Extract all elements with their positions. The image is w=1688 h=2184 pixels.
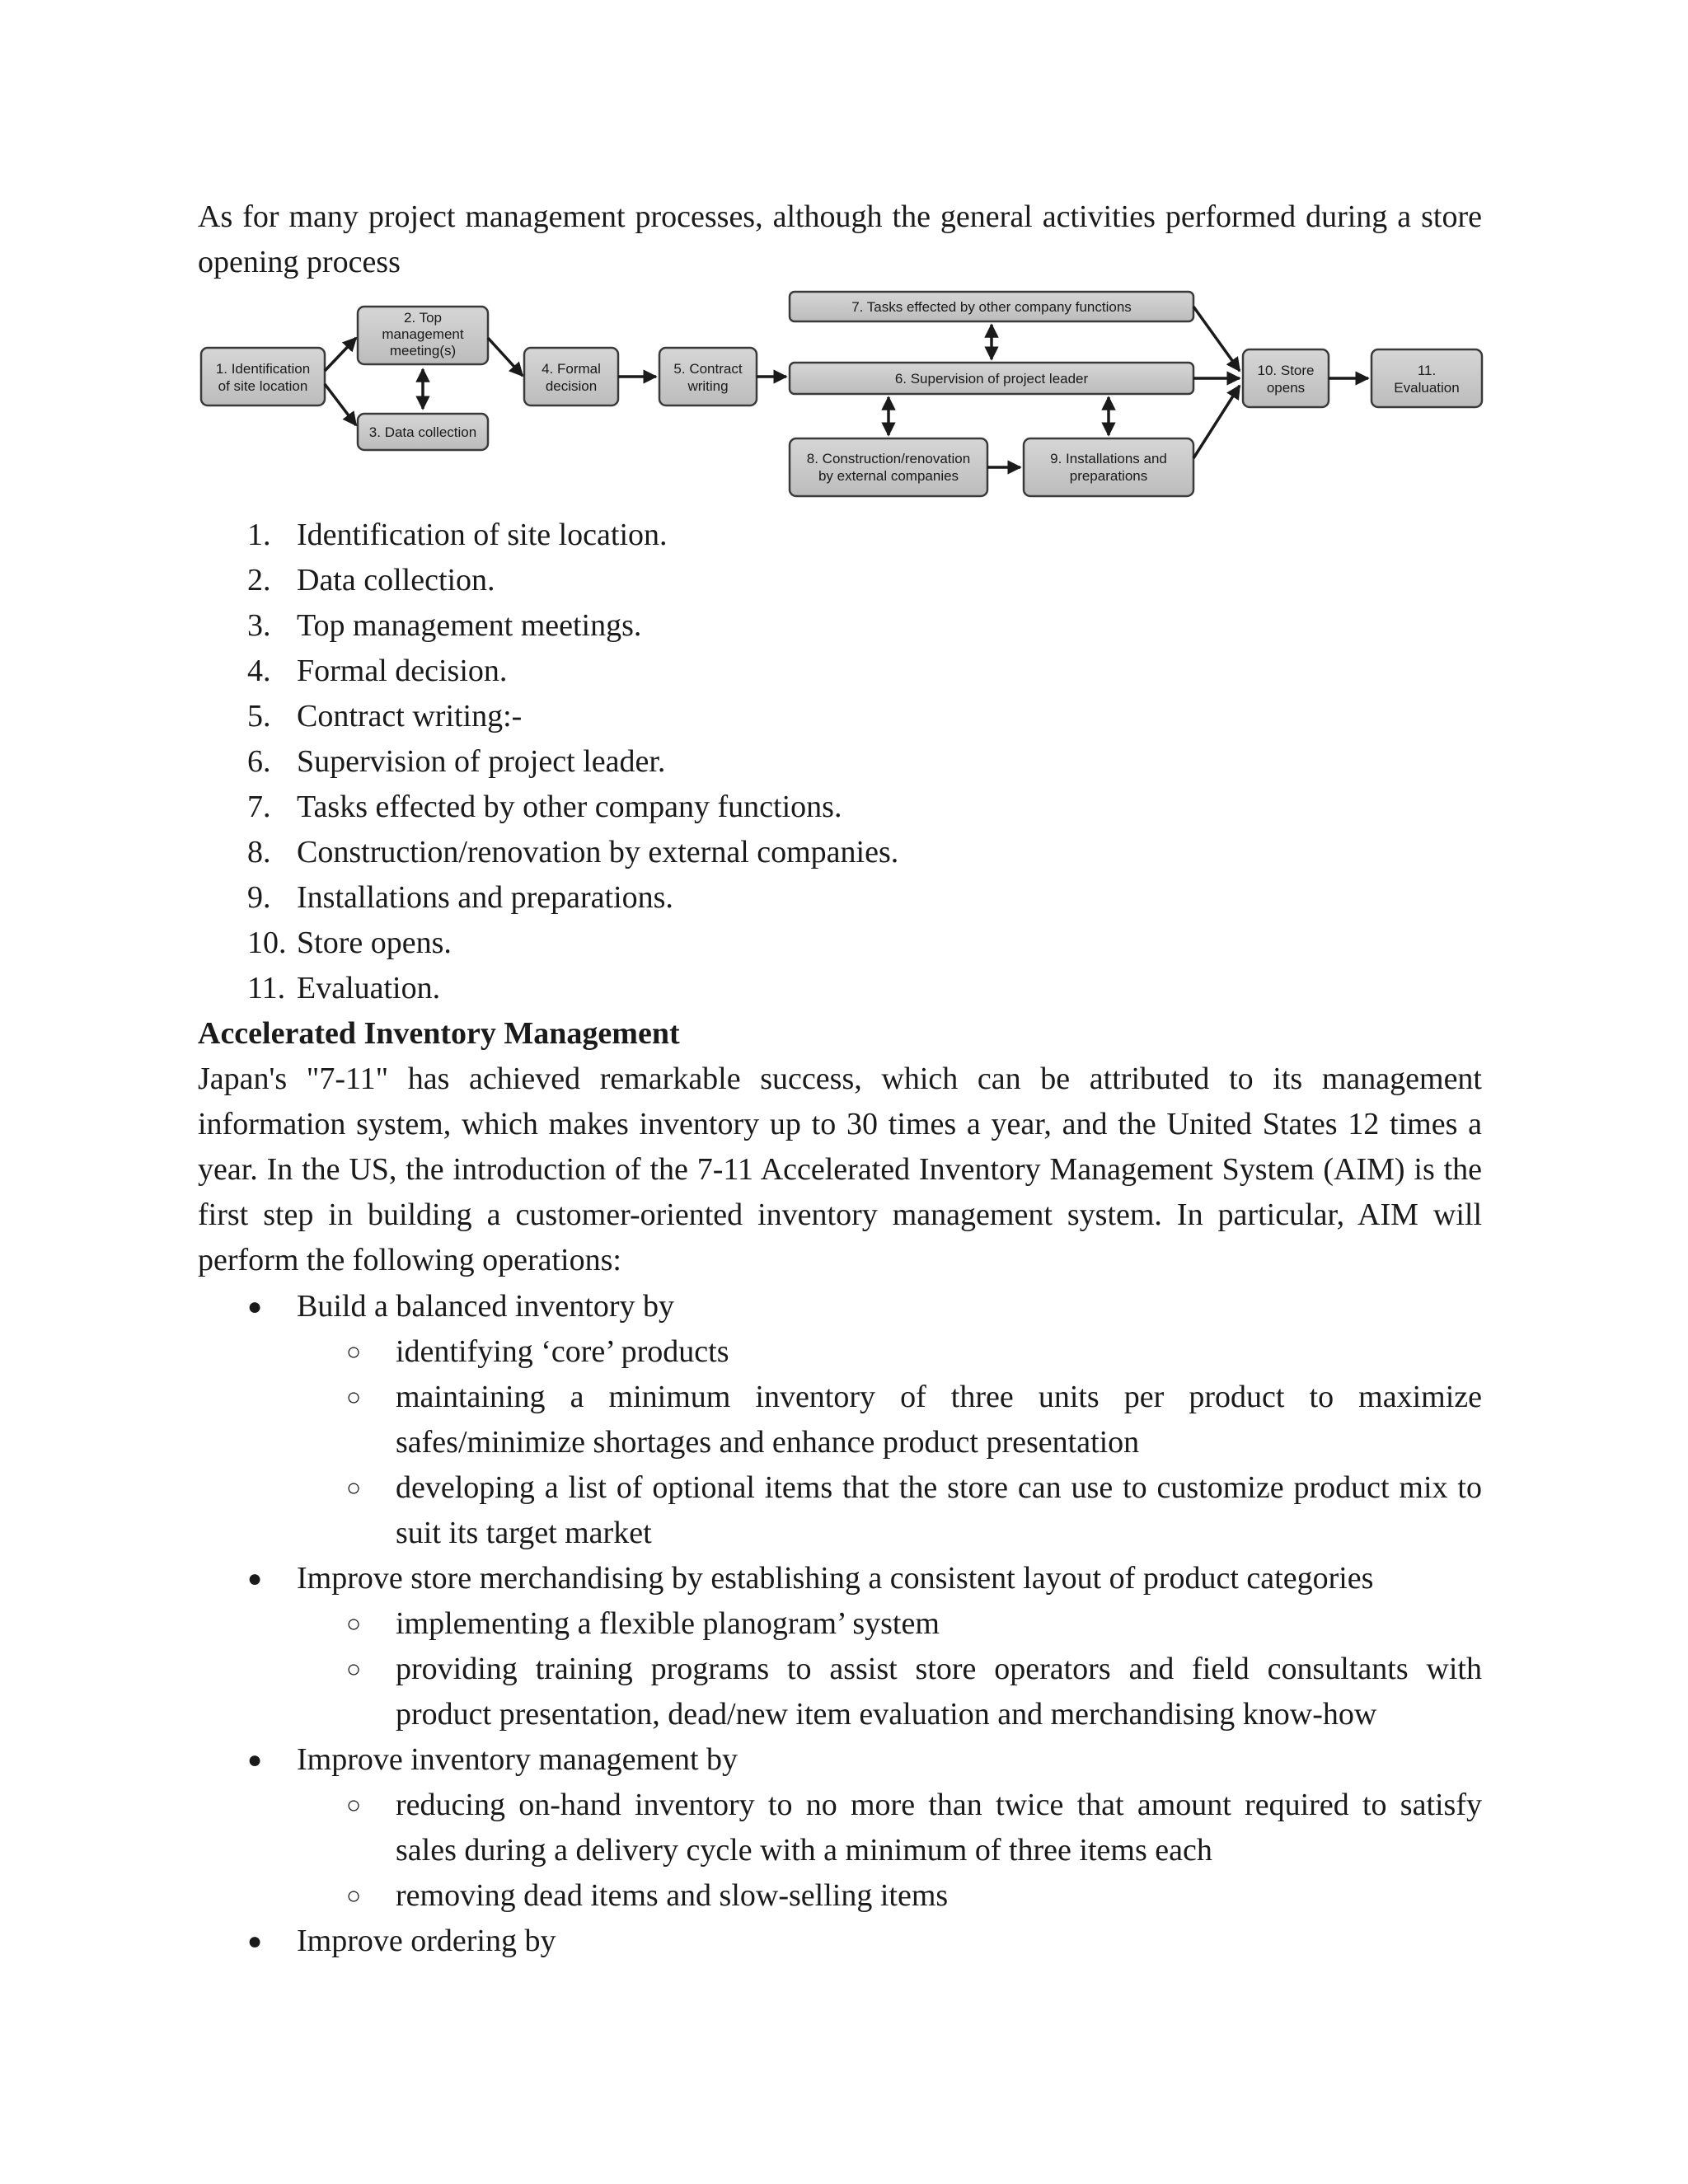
sub-bullet-text: identifying ‘core’ products — [396, 1334, 729, 1369]
bullet-dot-icon: ● — [247, 1565, 263, 1592]
sub-bullet-item — [198, 1375, 1482, 1465]
numbered-list-item — [198, 739, 1482, 785]
diagram-label-9: 9. Installations and preparations — [1050, 451, 1167, 484]
diagram-label-5: 5. Contract writing — [673, 361, 743, 394]
sub-bullet-circle-icon: ○ — [346, 1656, 362, 1683]
bullet-text: Improve store merchandising by establishing a consistent layout of product categories — [297, 1561, 1374, 1596]
list-item-text: Installations and preparations. — [297, 880, 673, 915]
bullet-text: Improve ordering by — [297, 1924, 556, 1958]
aim-paragraph: Japan's "7-11" has achieved remarkable success, which can be attributed to its management information system, which makes inventory up to 30 times a year, and the United States 12 times a year. In the US, the introduction of the 7-11 Accelerated Inventory Management System (AIM) is the first step in building a customer-oriented inventory management system. In particular, AIM will perform the following operations: — [198, 1062, 1482, 1277]
diagram-label-2: 2. Top management meeting(s) — [382, 310, 464, 359]
arrow-2-to-4 — [488, 338, 523, 376]
diagram-label-7: 7. Tasks effected by other company functions — [851, 299, 1132, 315]
sub-bullet-text: implementing a flexible planogram’ system — [396, 1606, 940, 1641]
list-item-text: Identification of site location. — [297, 518, 668, 552]
sub-bullet-circle-icon: ○ — [346, 1882, 362, 1910]
section-heading: Accelerated Inventory Management — [198, 1016, 680, 1051]
arrow-1-to-3 — [325, 384, 356, 425]
diagram-box-11 — [1372, 349, 1482, 407]
sub-bullet-text: removing dead items and slow-selling items — [396, 1878, 949, 1913]
arrow-7-to-10 — [1193, 307, 1240, 371]
sub-bullet-text: maintaining a minimum inventory of three units per product to maximize safes/minimize shortages and enhance product presentation — [396, 1380, 1482, 1460]
numbered-list-item — [198, 875, 1482, 921]
numbered-list-item — [198, 921, 1482, 966]
numbered-list-item — [198, 694, 1482, 739]
bullet-dot-icon: ● — [247, 1293, 263, 1320]
list-item-text: Top management meetings. — [297, 608, 642, 643]
sub-bullet-circle-icon: ○ — [346, 1610, 362, 1638]
numbered-list-item — [198, 513, 1482, 558]
numbered-list-item — [198, 649, 1482, 694]
sub-bullet-item — [198, 1465, 1482, 1556]
sub-bullet-text: developing a list of optional items that the store can use to customize product mix to suit its target market — [396, 1470, 1482, 1550]
list-item-text: Formal decision. — [297, 654, 508, 688]
sub-bullet-item — [198, 1783, 1482, 1873]
list-item-text: Supervision of project leader. — [297, 744, 666, 779]
bullet-text: Build a balanced inventory by — [297, 1289, 674, 1324]
list-item-text: Construction/renovation by external companies. — [297, 835, 899, 869]
list-item-number: 6. — [247, 744, 271, 779]
numbered-list-item — [198, 785, 1482, 830]
diagram-label-1: 1. Identification of site location — [215, 361, 311, 394]
bullet-item — [198, 1737, 1482, 1783]
list-item-text: Store opens. — [297, 926, 452, 960]
sub-bullet-text: reducing on-hand inventory to no more than twice that amount required to satisfy sales during a delivery cycle with a minimum of three items each — [396, 1788, 1482, 1868]
bullet-dot-icon: ● — [247, 1928, 263, 1955]
diagram-box-1 — [201, 348, 325, 405]
diagram-label-8: 8. Construction/renovation by external companies — [806, 451, 971, 484]
sub-bullet-circle-icon: ○ — [346, 1338, 362, 1366]
bullet-list — [198, 1284, 1482, 1964]
numbered-list — [198, 513, 1482, 1011]
sub-bullet-circle-icon: ○ — [346, 1792, 362, 1819]
numbered-list-item — [198, 558, 1482, 603]
diagram-box-5 — [659, 348, 757, 405]
store-opening-process-diagram — [198, 288, 1484, 504]
numbered-list-item — [198, 603, 1482, 649]
list-item-number: 9. — [247, 880, 271, 915]
sub-bullet-text: providing training programs to assist store operators and field consultants with product presentation, dead/new item evaluation and merchandising know-how — [396, 1652, 1482, 1732]
sub-bullet-circle-icon: ○ — [346, 1474, 362, 1502]
diagram-label-6: 6. Supervision of project leader — [894, 371, 1089, 387]
sub-bullet-item — [198, 1873, 1482, 1919]
bullet-item — [198, 1284, 1482, 1329]
diagram-label-10: 10. Store opens — [1257, 363, 1315, 396]
sub-bullet-item — [198, 1329, 1482, 1375]
diagram-box-9 — [1024, 438, 1193, 496]
list-item-number: 2. — [247, 563, 271, 598]
sub-bullet-item — [198, 1647, 1482, 1737]
sub-bullet-circle-icon: ○ — [346, 1384, 362, 1411]
list-item-text: Tasks effected by other company functions. — [297, 790, 842, 824]
intro-paragraph: As for many project management processes, although the general activities performed during a store opening process — [198, 199, 1482, 279]
diagram-label-3: 3. Data collection — [368, 424, 477, 440]
list-item-number: 10. — [247, 926, 287, 960]
list-item-text: Evaluation. — [297, 971, 441, 1005]
bullet-item — [198, 1556, 1482, 1601]
numbered-list-item — [198, 830, 1482, 875]
list-item-number: 4. — [247, 654, 271, 688]
diagram-box-8 — [790, 438, 987, 496]
list-item-number: 1. — [247, 518, 271, 552]
bullet-item — [198, 1919, 1482, 1964]
diagram-box-4 — [524, 348, 618, 405]
list-item-number: 3. — [247, 608, 271, 643]
diagram-label-11: 11. Evaluation — [1394, 363, 1460, 396]
arrow-9-to-10 — [1193, 386, 1240, 458]
list-item-text: Contract writing:- — [297, 699, 523, 733]
numbered-list-item — [198, 966, 1482, 1011]
arrow-1-to-2 — [325, 338, 356, 371]
bullet-text: Improve inventory management by — [297, 1742, 738, 1777]
list-item-number: 11. — [247, 971, 286, 1005]
diagram-box-10 — [1243, 349, 1329, 407]
list-item-number: 5. — [247, 699, 271, 733]
list-item-text: Data collection. — [297, 563, 495, 598]
list-item-number: 7. — [247, 790, 271, 824]
diagram-label-4: 4. Formal decision — [542, 361, 601, 394]
sub-bullet-item — [198, 1601, 1482, 1647]
bullet-dot-icon: ● — [247, 1746, 263, 1774]
list-item-number: 8. — [247, 835, 271, 869]
